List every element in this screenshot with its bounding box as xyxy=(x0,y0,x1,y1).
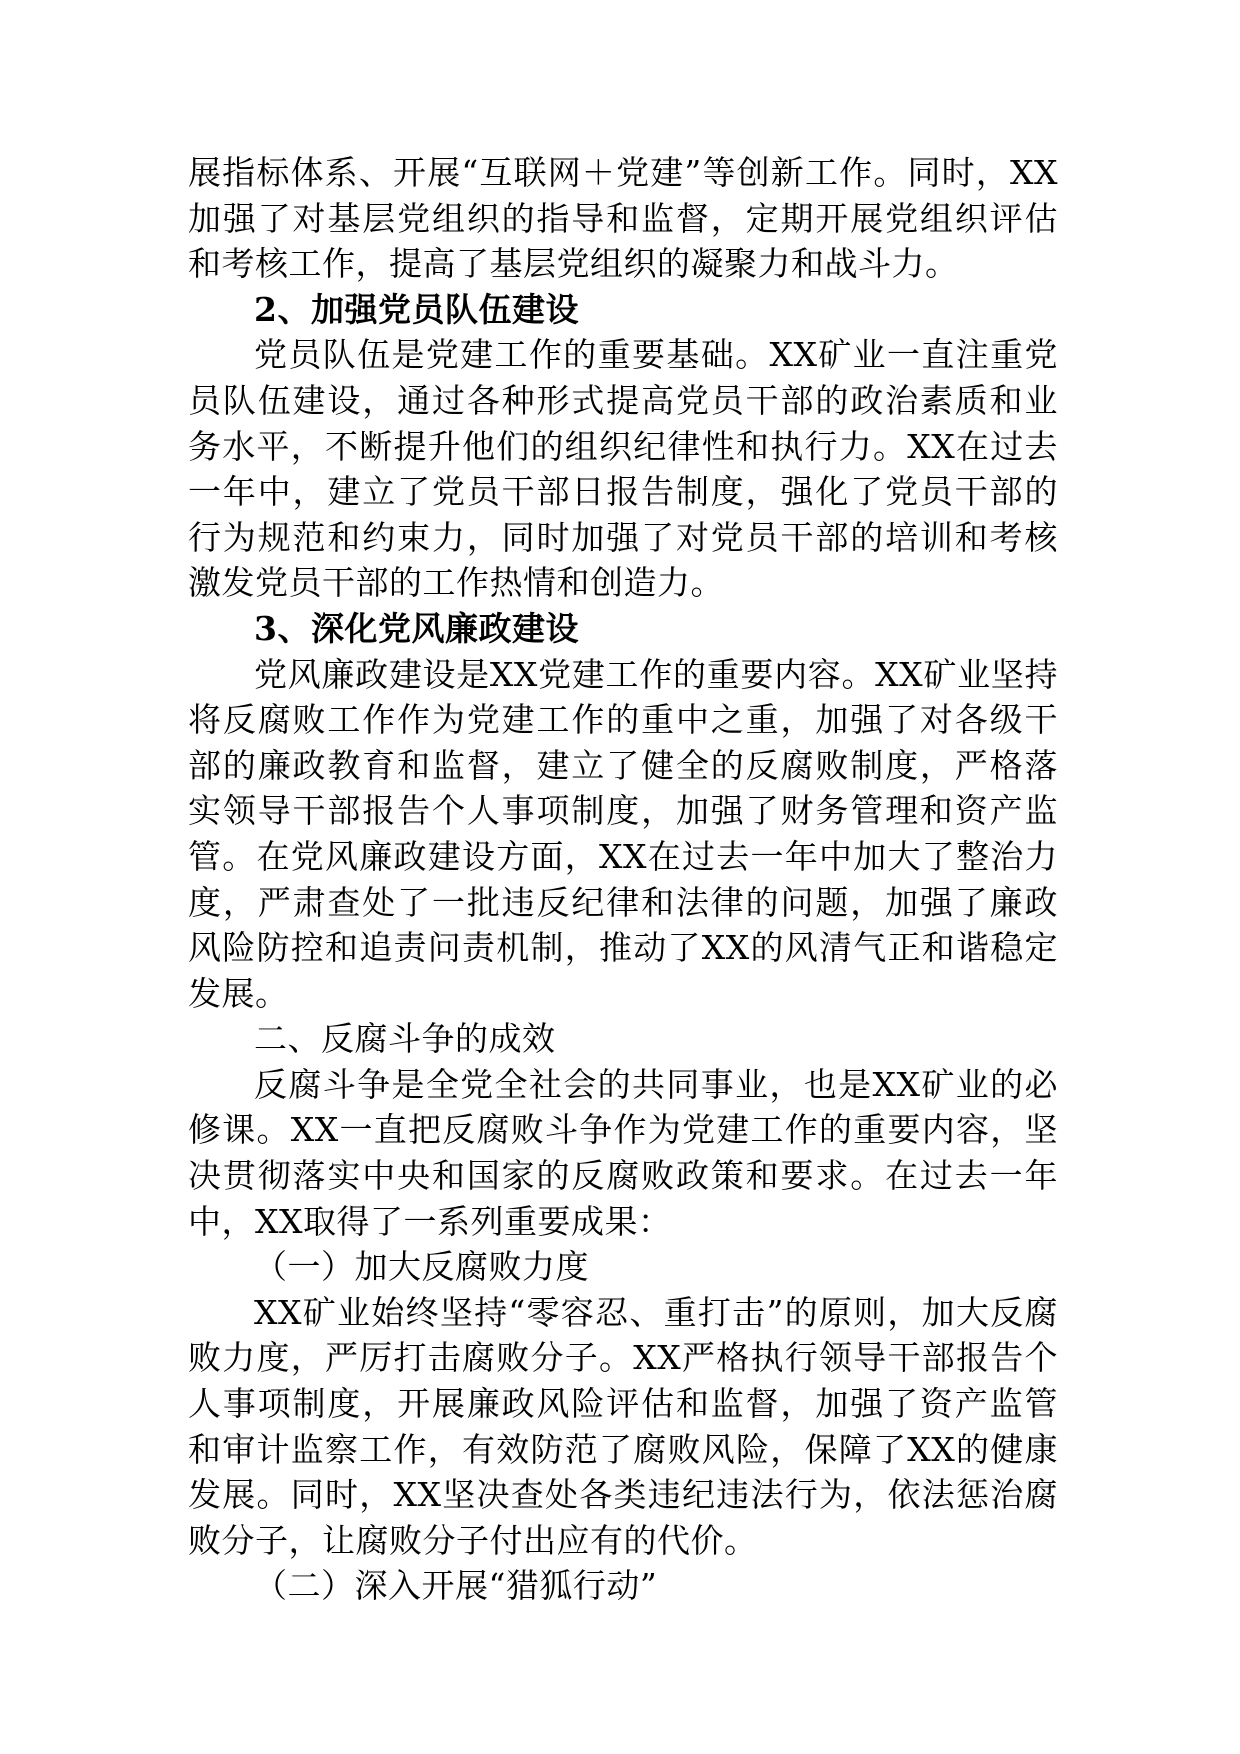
paragraph-intensify-anti-corruption: XX矿业始终坚持“零容忍、重打击”的原则，加大反腐败力度，严厉打击腐败分子。XX严格执行领导干部报告个人事项制度，开展廉政风险评估和监督，加强了资产监管和审计监察工作，有效防范了腐败风险，保障了XX的健康发展。同时，XX坚决查处各类违纪违法行为，依法惩治腐败分子，让腐败分子付出应有的代价。 xyxy=(188,1292,1058,1560)
paragraph-continued: 展指标体系、开展“互联网＋党建”等创新工作。同时，XX加强了对基层党组织的指导和监督，定期开展党组织评估和考核工作，提高了基层党组织的凝聚力和战斗力。 xyxy=(188,153,1058,284)
section-heading-clean-governance: 3、深化党风廉政建设 xyxy=(254,608,579,648)
document-body xyxy=(188,150,1058,1609)
chapter-heading-anti-corruption-results: 二、反腐斗争的成效 xyxy=(254,1019,556,1059)
paragraph-clean-governance: 党风廉政建设是XX党建工作的重要内容。XX矿业坚持将反腐败工作作为党建工作的重中之重，加强了对各级干部的廉政教育和监督，建立了健全的反腐败制度，严格落实领导干部报告个人事项制度，加强了财务管理和资产监管。在党风廉政建设方面，XX在过去一年中加大了整治力度，严肃查处了一批违反纪律和法律的问题，加强了廉政风险防控和追责问责机制，推动了XX的风清气正和谐稳定发展。 xyxy=(188,654,1058,1013)
subheading-fox-hunt: （二）深入开展“猎狐行动” xyxy=(254,1566,658,1606)
section-heading-party-member-team: 2、加强党员队伍建设 xyxy=(254,289,579,329)
subheading-intensify-anti-corruption: （一）加大反腐败力度 xyxy=(254,1247,589,1287)
paragraph-party-member-team: 党员队伍是党建工作的重要基础。XX矿业一直注重党员队伍建设，通过各种形式提高党员干部的政治素质和业务水平，不断提升他们的组织纪律性和执行力。XX在过去一年中，建立了党员干部日报告制度，强化了党员干部的行为规范和约束力，同时加强了对党员干部的培训和考核激发党员干部的工作热情和创造力。 xyxy=(188,335,1058,603)
paragraph-anti-corruption-results: 反腐斗争是全党全社会的共同事业，也是XX矿业的必修课。XX一直把反腐败斗争作为党建工作的重要内容，坚决贯彻落实中央和国家的反腐败政策和要求。在过去一年中，XX取得了一系列重要成果： xyxy=(188,1064,1058,1241)
